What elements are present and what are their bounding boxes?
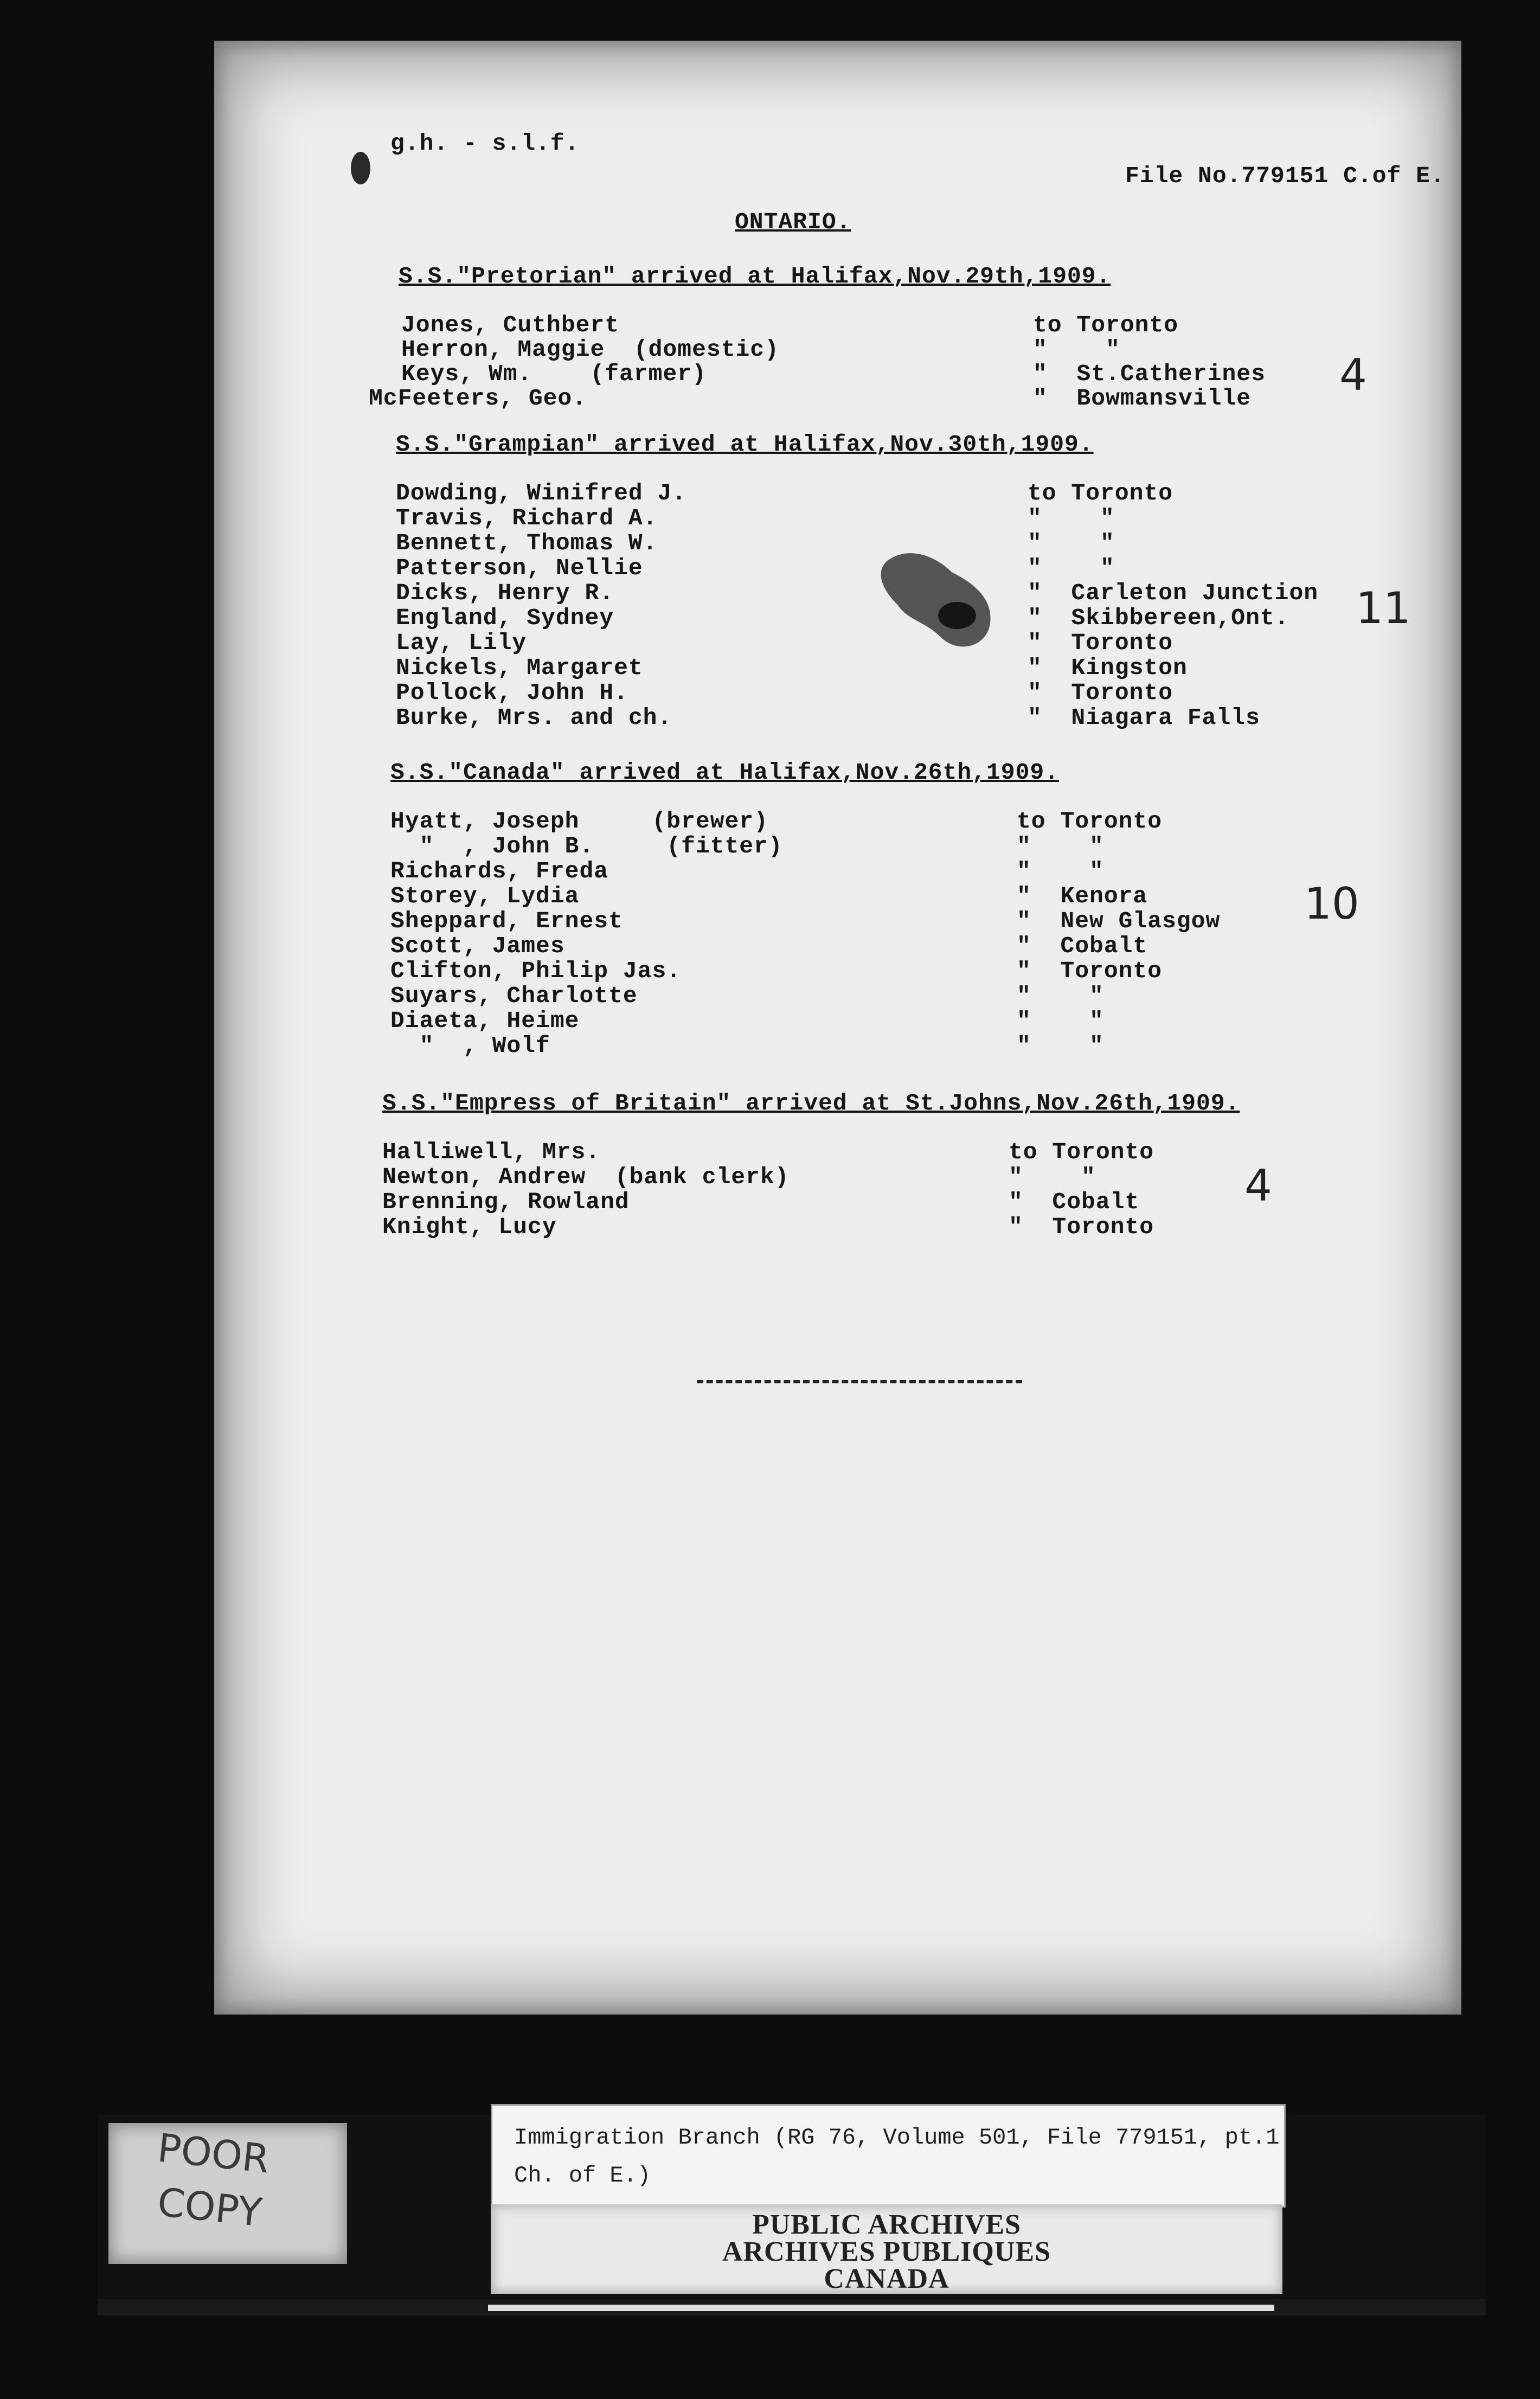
document-page [214,41,1461,2015]
archives-line: PUBLIC ARCHIVES [752,2209,1022,2240]
passenger-name: Bennett, Thomas W. [396,530,658,556]
ship-heading: S.S."Empress of Britain" arrived at St.Johns,Nov.26th,1909. [382,1090,1240,1117]
destination: " " [1017,833,1104,859]
destination: " Kenora [1017,883,1148,909]
passenger-name: Dicks, Henry R. [396,580,614,606]
passenger-name: Storey, Lydia [390,883,580,909]
archives-line: ARCHIVES PUBLIQUES [722,2236,1051,2267]
citation-line: Ch. of E.) [514,2163,651,2189]
destination: " New Glasgow [1017,908,1221,934]
destination: " " [1017,983,1104,1009]
destination: " " [1028,530,1115,556]
destination: " Cobalt [1009,1189,1140,1215]
destination: " " [1028,505,1115,531]
passenger-name: Pollock, John H. [396,679,628,706]
bottom-edge [488,2305,1274,2311]
passenger-name: Brenning, Rowland [382,1189,630,1215]
ship-heading: S.S."Grampian" arrived at Halifax,Nov.30th,1909. [396,431,1094,458]
destination: " Toronto [1028,679,1173,706]
destination: " Toronto [1028,630,1173,656]
passenger-name: Clifton, Philip Jas. [390,958,682,984]
binding-hole-mark [344,144,377,193]
page-title: ONTARIO. [735,209,851,235]
destination: " Niagara Falls [1028,704,1260,731]
passenger-name: Herron, Maggie (domestic) [401,336,779,363]
destination: " " [1017,1008,1104,1034]
destination: " Skibbereen,Ont. [1028,605,1289,631]
passenger-name: Suyars, Charlotte [390,983,638,1009]
passenger-name: Diaeta, Heime [390,1008,580,1034]
ship-heading: S.S."Canada" arrived at Halifax,Nov.26th,1909. [390,759,1059,786]
handwritten-count: 10 [1304,878,1359,929]
passenger-name: Richards, Freda [390,858,609,884]
poor-copy-line: COPY [155,2179,264,2236]
destination: " " [1009,1164,1096,1190]
passenger-name: Keys, Wm. (farmer) [401,361,707,387]
handwritten-count: 4 [1339,350,1367,400]
passenger-name: Sheppard, Ernest [390,908,623,934]
passenger-name: " , John B. (fitter) [390,833,783,859]
passenger-name: Dowding, Winifred J. [396,480,687,506]
handwritten-count: 4 [1244,1160,1272,1211]
destination: to Toronto [1009,1139,1154,1165]
destination: " Toronto [1009,1214,1154,1240]
archives-stamp [491,2204,1282,2294]
passenger-name: Patterson, Nellie [396,555,643,581]
destination: " " [1028,555,1115,581]
destination: " Cobalt [1017,933,1148,959]
passenger-name: Hyatt, Joseph (brewer) [390,808,768,835]
destination: " Kingston [1028,655,1188,681]
passenger-name: McFeeters, Geo. [369,385,587,412]
passenger-name: Halliwell, Mrs. [382,1139,601,1165]
passenger-name: Lay, Lily [396,630,527,656]
section-divider [697,1380,1022,1394]
passenger-name: Newton, Andrew (bank clerk) [382,1164,790,1190]
poor-copy-line: POOR [155,2125,272,2182]
passenger-name: Scott, James [390,933,565,959]
destination: " " [1017,1032,1104,1059]
passenger-name: Knight, Lucy [382,1214,557,1240]
citation-line: Immigration Branch (RG 76, Volume 501, File 779151, pt.1 [514,2125,1280,2151]
passenger-name: Nickels, Margaret [396,655,643,681]
destination: to Toronto [1033,312,1179,338]
passenger-name: England, Sydney [396,605,614,631]
destination: to Toronto [1028,480,1173,506]
ship-heading: S.S."Pretorian" arrived at Halifax,Nov.29th,1909. [399,263,1111,290]
destination: " Bowmansville [1033,385,1252,412]
archives-line: CANADA [824,2263,949,2294]
destination: " St.Catherines [1033,361,1266,387]
destination: " Toronto [1017,958,1163,984]
passenger-name: Burke, Mrs. and ch. [396,704,672,731]
header-initials: g.h. - s.l.f. [390,130,580,157]
destination: " Carleton Junction [1028,580,1319,606]
passenger-name: Jones, Cuthbert [401,312,620,338]
handwritten-count: 11 [1356,583,1411,633]
passenger-name: " , Wolf [390,1032,550,1059]
destination: to Toronto [1017,808,1163,835]
destination: " " [1033,336,1120,363]
destination: " " [1017,858,1104,884]
citation-label [491,2104,1286,2208]
ink-stain [876,540,1000,659]
file-number: File No.779151 C.of E. [1125,163,1445,189]
passenger-name: Travis, Richard A. [396,505,658,531]
